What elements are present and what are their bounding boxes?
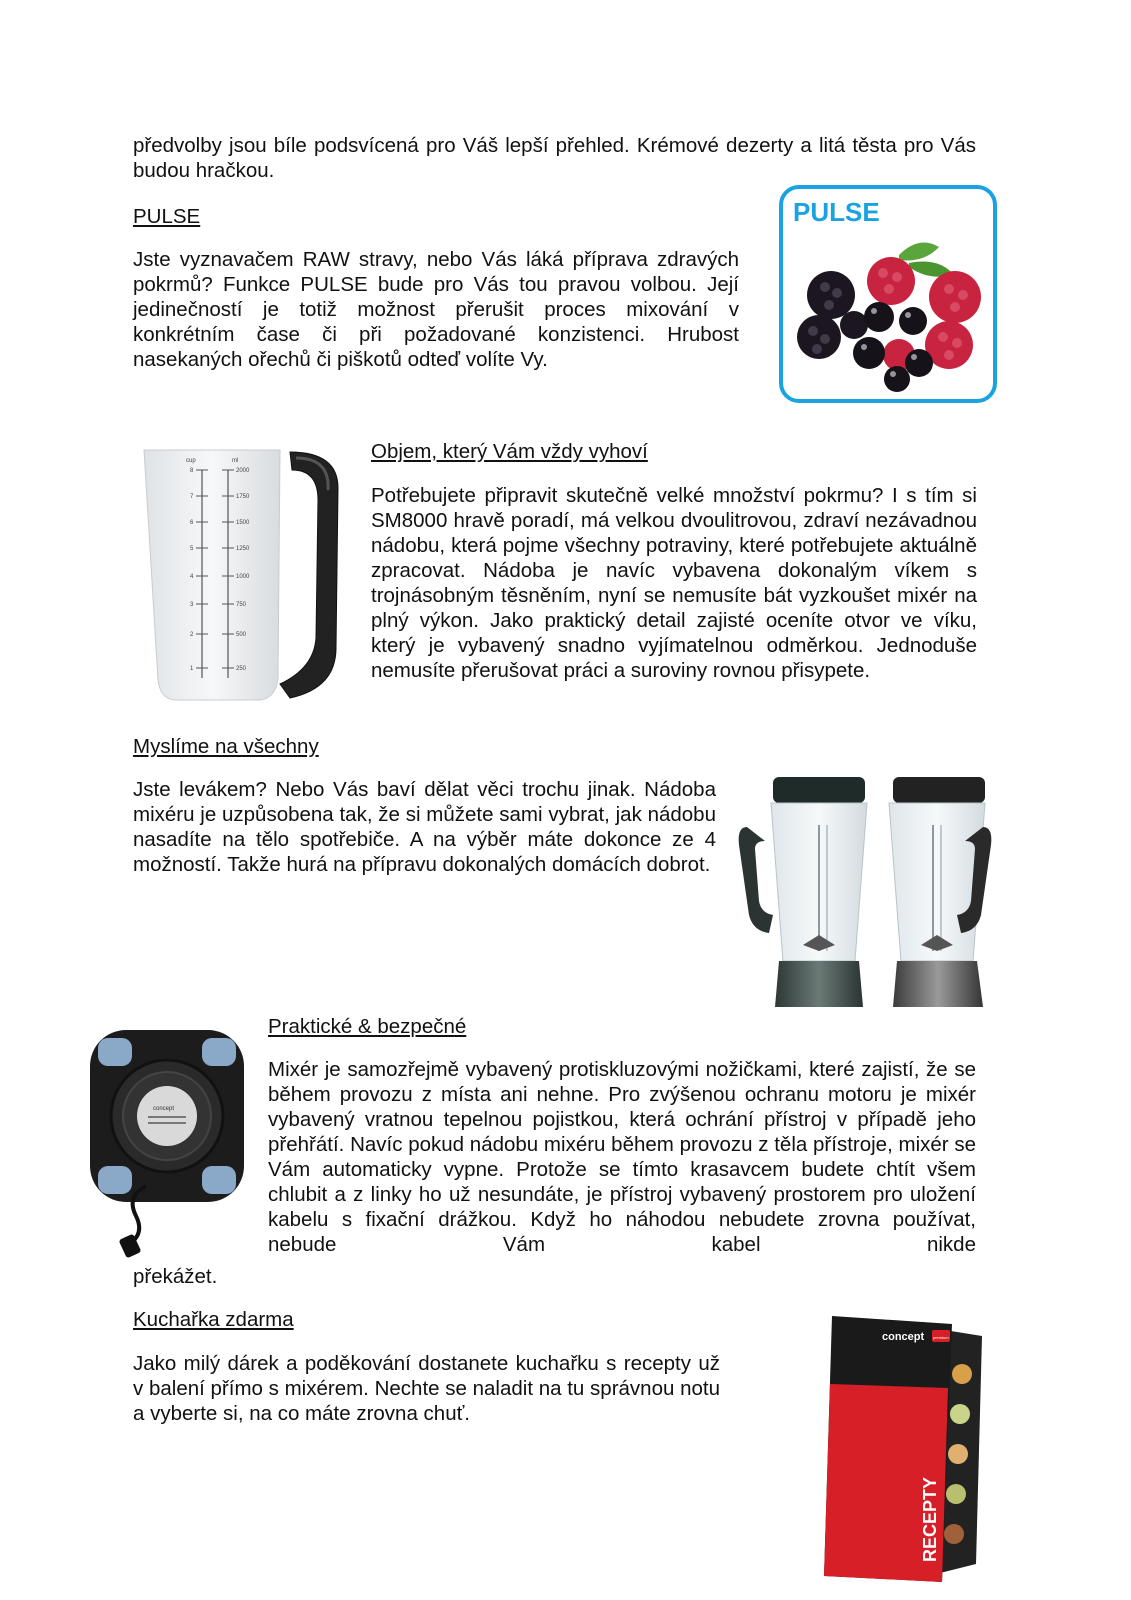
cookbook-brand-badge: premium [933, 1335, 949, 1340]
safety-text-tail-block [133, 1264, 217, 1289]
scale-tick-label: 5 [190, 546, 194, 552]
cookbook-image [822, 1314, 992, 1584]
pulse-section [133, 247, 739, 372]
safety-section [268, 1057, 976, 1257]
scale-tick-label: 1250 [236, 546, 250, 552]
blender-bottom-image [86, 1026, 248, 1258]
scale-tick-label: 3 [190, 602, 194, 608]
pulse-text: Jste vyznavačem RAW stravy, nebo Vás láká příprava zdravých pokrmů? Funkce PULSE bude pro Vás tou pravou volbou. Její jedinečností je totiž možnost přerušit proces mixování v konkrétním čase či při požadované konzistenci. Hrubost nasekaných ořechů či piškotů odteď volíte Vy. [133, 248, 739, 371]
intro-text: předvolby jsou bíle podsvícená pro Váš lepší přehled. Krémové dezerty a litá těsta pro Vás budou hračkou. [133, 134, 976, 182]
volume-section [371, 483, 977, 683]
volume-text: Potřebujete připravit skutečně velké množství pokrmu? I s tím si SM8000 hravě poradí, má velkou dvoulitrovou, zdraví nezávadnou nádobu, která pojme všechny potraviny, které potřebujete aktuálně zpracovat. Nádoba je navíc vybavena dokonalým víkem s trojnásobným těsněním, nyní se nemusíte bát vyzkoušet mixér na plný výkon. Jako praktický detail zajisté oceníte otvor ve víku, který je vybavený snadno vyjímatelnou odměrkou. Jednoduše nemusíte přerušovat práci a suroviny rovnou přisypete. [371, 484, 977, 682]
scale-tick-label: 7 [190, 494, 194, 500]
scale-tick-label: 6 [190, 520, 194, 526]
pulse-image-label: PULSE [793, 197, 880, 227]
scale-tick-label: 8 [190, 468, 194, 474]
cookbook-title: RECEPTY [920, 1476, 940, 1562]
cookbook-heading: Kuchařka zdarma [133, 1308, 294, 1331]
two-blenders-image [733, 765, 996, 1007]
everyone-section [133, 777, 716, 877]
scale-tick-label: 1500 [236, 520, 250, 526]
scale-tick-label: 500 [236, 632, 247, 638]
label-brand-text: concept [153, 1106, 175, 1112]
cookbook-brand: concept [882, 1331, 925, 1343]
scale-cup-label: cup [186, 458, 196, 464]
safety-heading: Praktické & bezpečné [268, 1015, 467, 1038]
pulse-heading: PULSE [133, 205, 201, 228]
scale-tick-label: 1 [190, 666, 194, 672]
intro-section [133, 133, 976, 183]
scale-tick-label: 2000 [236, 468, 250, 474]
volume-heading: Objem, který Vám vždy vyhoví [371, 440, 648, 463]
cookbook-section [133, 1351, 720, 1426]
safety-text-tail: překážet. [133, 1265, 218, 1288]
scale-tick-label: 1750 [236, 494, 250, 500]
everyone-text: Jste levákem? Nebo Vás baví dělat věci trochu jinak. Nádoba mixéru je uzpůsobena tak, že si můžete sami vybrat, jak nádobu nasadíte na tělo spotřebiče. A na výběr máte dokonce ze 4 možností. Takže hurá na přípravu dokonalých domácích dobrot. [133, 778, 716, 876]
scale-tick-label: 1000 [236, 574, 250, 580]
scale-tick-label: 2 [190, 632, 194, 638]
scale-ml-label: ml [232, 458, 239, 464]
scale-tick-label: 4 [190, 574, 194, 580]
everyone-heading: Myslíme na všechny [133, 735, 319, 758]
jug-measuring-image [140, 448, 352, 704]
scale-tick-label: 750 [236, 602, 247, 608]
scale-tick-label: 250 [236, 666, 247, 672]
cookbook-text: Jako milý dárek a poděkování dostanete kuchařku s recepty už v balení přímo s mixérem. Nechte se naladit na tu správnou notu a vyberte si, na co máte zrovna chuť. [133, 1352, 720, 1425]
pulse-berries-image [779, 185, 997, 403]
safety-text: Mixér je samozřejmě vybavený protiskluzovými nožičkami, které zajistí, že se během provozu z místa ani nehne. Pro zvýšenou ochranu motoru je mixér vybavený vratnou tepelnou pojistkou, která ochrání přístroj v případě jeho přehřátí. Navíc pokud nádobu mixéru během provozu z těla přístroje, mixér se Vám automaticky vypne. Protože se tímto krasavcem budete chtít všem chlubit a z linky ho už nesundáte, je přístroj vybavený prostorem pro uložení kabelu s fixační drážkou. Když ho náhodou nebudete zrovna používat, nebude Vám kabel nikde [268, 1058, 976, 1256]
